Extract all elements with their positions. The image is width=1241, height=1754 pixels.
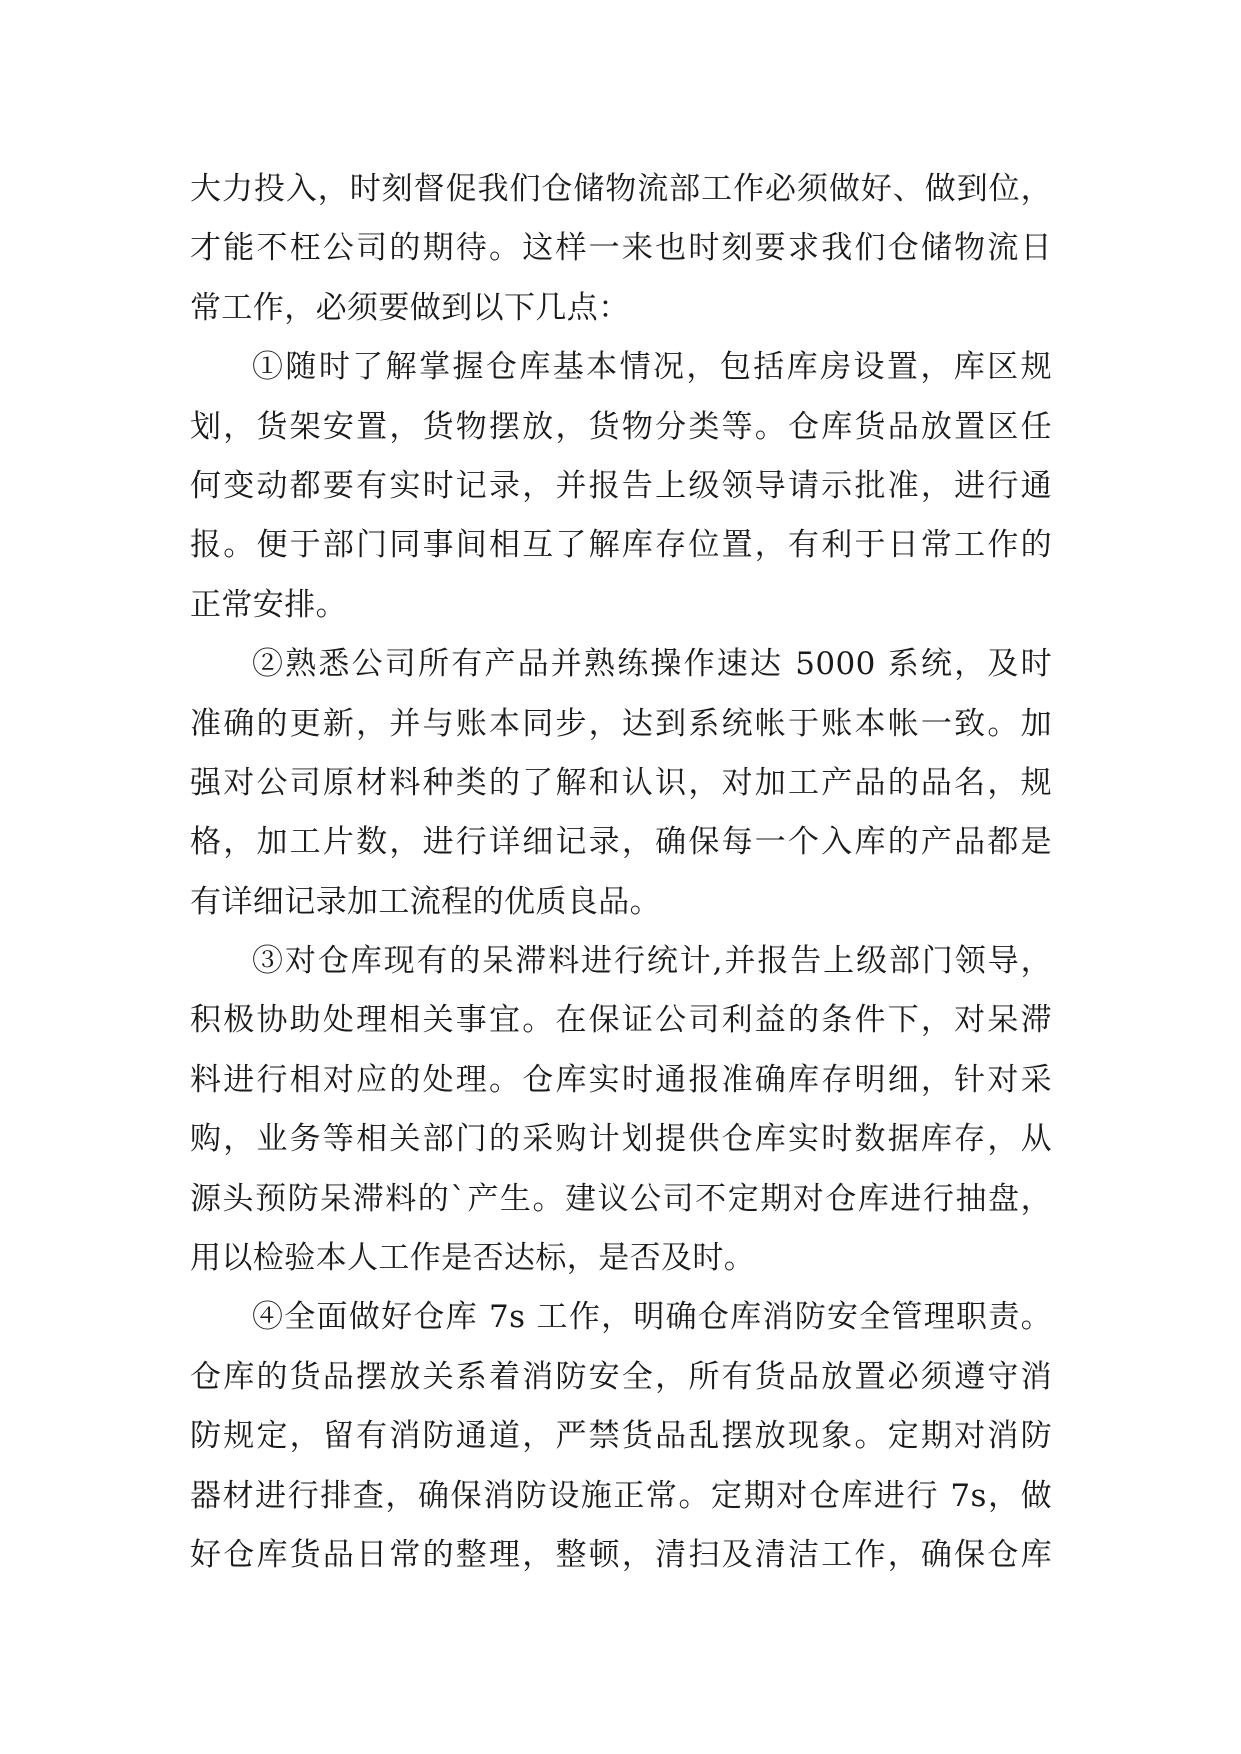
text-line: 格，加工片数，进行详细记录，确保每一个入库的产品都是 xyxy=(190,824,1052,861)
text-line: 器材进行排查，确保消防设施正常。定期对仓库进行 7s，做 xyxy=(190,1477,1052,1514)
text-line: 料进行相对应的处理。仓库实时通报准确库存明细，针对采 xyxy=(190,1061,1052,1098)
text-line: 用以检验本人工作是否达标，是否及时。 xyxy=(190,1240,756,1277)
body-text xyxy=(190,160,1052,1585)
text-line: 大力投入，时刻督促我们仓储物流部工作必须做好、做到位， xyxy=(190,171,1052,207)
text-line: 何变动都要有实时记录，并报告上级领导请示批准，进行通 xyxy=(190,467,1052,504)
text-line: 积极协助处理相关事宜。在保证公司利益的条件下，对呆滞 xyxy=(190,1002,1052,1039)
text-line: 准确的更新，并与账本同步，达到系统帐于账本帐一致。加 xyxy=(190,705,1052,742)
text-line: 有详细记录加工流程的优质良品。 xyxy=(190,883,661,920)
text-line: ④全面做好仓库 7s 工作，明确仓库消防安全管理职责。 xyxy=(252,1299,1052,1336)
text-line: ①随时了解掌握仓库基本情况，包括库房设置，库区规 xyxy=(252,349,1052,386)
text-line: 才能不枉公司的期待。这样一来也时刻要求我们仓储物流日 xyxy=(190,230,1052,267)
text-line: 防规定，留有消防通道，严禁货品乱摆放现象。定期对消防 xyxy=(190,1418,1052,1455)
text-line: 划，货架安置，货物摆放，货物分类等。仓库货品放置区任 xyxy=(190,408,1052,445)
text-line: 购，业务等相关部门的采购计划提供仓库实时数据库存，从 xyxy=(190,1121,1052,1158)
text-line: 源头预防呆滞料的`产生。建议公司不定期对仓库进行抽盘， xyxy=(190,1180,1052,1217)
text-line: 强对公司原材料种类的了解和认识，对加工产品的品名，规 xyxy=(190,764,1052,801)
text-line: ②熟悉公司所有产品并熟练操作速达 5000 系统，及时 xyxy=(252,646,1052,683)
text-line: ③对仓库现有的呆滞料进行统计,并报告上级部门领导， xyxy=(252,943,1052,980)
text-line: 好仓库货品日常的整理，整顿，清扫及清洁工作，确保仓库 xyxy=(190,1536,1052,1573)
text-line: 仓库的货品摆放关系着消防安全，所有货品放置必须遵守消 xyxy=(190,1358,1052,1395)
text-line: 常工作，必须要做到以下几点： xyxy=(190,289,630,326)
text-line: 正常安排。 xyxy=(190,586,347,623)
text-line: 报。便于部门同事间相互了解库存位置，有利于日常工作的 xyxy=(190,527,1052,564)
